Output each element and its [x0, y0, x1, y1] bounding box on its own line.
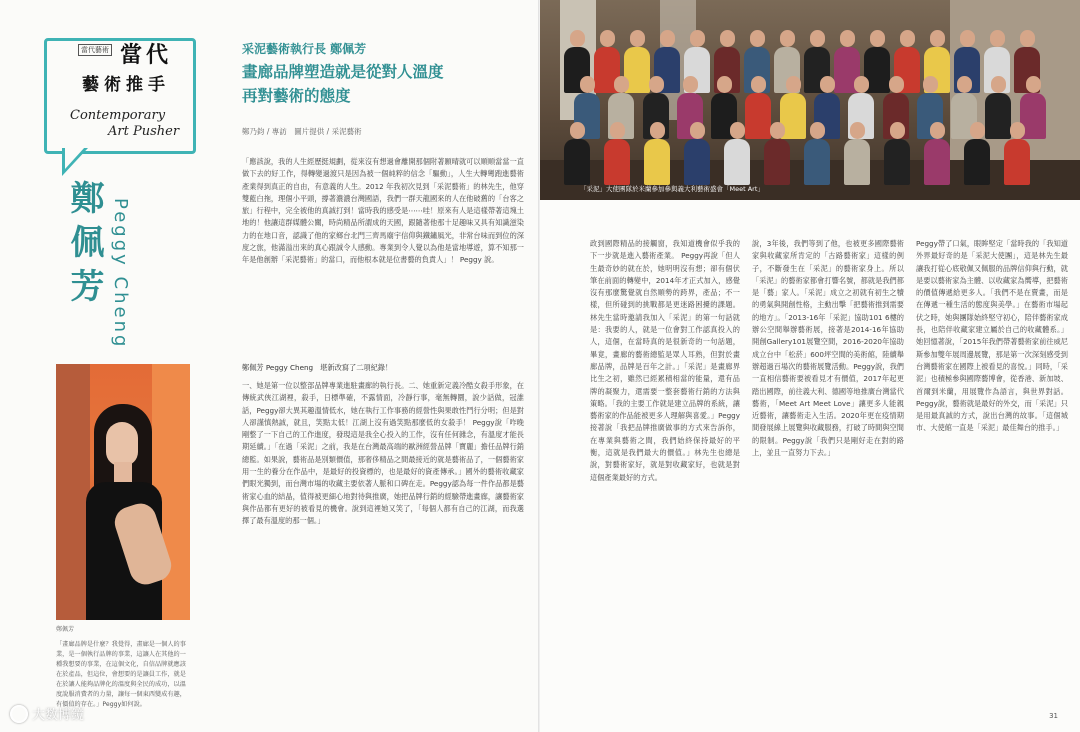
person-head — [810, 30, 825, 47]
person-head — [930, 122, 945, 139]
group-photo — [540, 0, 1080, 200]
person-head — [990, 30, 1005, 47]
article-column-2: 說，3年後，我們等到了他，也被更多國際藝術家與收藏家所肯定的「古路藝術家」這樣的例子，不斷發生在「采泥」的藝術家身上。所以「采泥」的藝術家都會打響名號，都就是我們都是「藝」家人。「采泥」成立之初就有初生之犢的勇氣與開創性格，主動出擊「把藝術推到需要的地方」。「2013-16年「采泥」協助101 6樓的辦公空間舉辦藝術展，接著是2014-16年協助開創Gallery101展覽空間，2016-2020年協助成立台中「松菸」600坪空間的美術館，陸續舉辦超過百場次的藝術展覽活動。Peggy說，我們一直相信藝術要被看見才有價值，2017年起更踏出國際，前往義大利、德國等地推廣台灣當代藝術，「Meet Art Meet Love」讓更多人能親近藝術，讓藝術走入生活。2020年更在疫情期間發展線上展覽與收藏服務，打破了時間與空間的限制。Peggy說「我們只是剛好走在對的路上，並且一直努力下去。」 — [752, 239, 904, 458]
person-head — [960, 30, 975, 47]
article-body-left: 一、她是第一位以整部品牌專業進駐畫廊的執行長。二、她重新定義冷酷女殺手形象，在傳統武俠江湖裡，殺手，日標準確，不露情面，冷靜行事，毫無轉圜，說少話做，冠誰話，Peggy卻大異其趣溫情低水，她在執行工作事務的經營性與果敢性鬥行分明；但是對人卻謹慎熱誠，就且，笑點太低！江湖上沒有過笑點那麼低的女殺手！ Peggy說「咋晚剛整了一下自己的工作進度，發現這是我全心投入的工作，沒有任何雜念，有溫度才能長期延續。」「在過「采泥」之前，我是在台灣最高端的歐洲經營品牌「寶麗」擔任品牌行銷總監。如果說，藝術品是別類價值，那奢侈精品之間最接近的就是藝術品了，一個藝術家用一生的養分在作品中，是最好的投資標的，也是最好的資產傳承。」國外的藝術收藏家們眼光獨到，而台灣市場的收藏主要依著人脈和口碑在走。Peggy認為每一件作品都是藝術家心血的結晶，值得被更細心地對待與推廣，她把品牌行銷的經驗帶進畫廊，讓藝術家與作品都有更好的被看見的機會。說到這裡她又笑了，「每個人都有自己的江湖，而我選擇了最有溫度的那一個。」 — [242, 381, 524, 526]
person-head — [580, 76, 595, 93]
person-head — [810, 122, 825, 139]
person-head — [786, 76, 801, 93]
person-body — [985, 93, 1011, 139]
person-head — [923, 76, 938, 93]
person-body — [684, 139, 710, 185]
column-tag: 當代藝術 — [78, 44, 112, 56]
person-head — [1026, 76, 1041, 93]
page-number: 31 — [1049, 712, 1058, 720]
person-head — [614, 76, 629, 93]
person-body — [644, 139, 670, 185]
article-subtitle: 采泥藝術執行長 鄭佩芳 — [242, 42, 367, 56]
right-page — [540, 0, 1080, 732]
person-head — [1020, 30, 1035, 47]
person-head — [610, 122, 625, 139]
person-head — [970, 122, 985, 139]
person-head — [850, 122, 865, 139]
portrait-photo — [56, 364, 190, 620]
person-body — [564, 139, 590, 185]
person-head — [600, 30, 615, 47]
column-title-en-2: Art Pusher — [108, 124, 180, 139]
column-title-2: 藝術推手 — [82, 75, 170, 95]
person-body — [745, 93, 771, 139]
portrait-description: 「畫廊品牌是什麼？我覺得，畫廊是一個人的事業，是一個執行品牌的事業，這讓人在其他的一種我想要的事業，在這個文化，自信品牌就應該在於產品，但這位，會想要的是讓員工作，就是在於讓人能夠品牌化的溫度與全民的成功，以溫度說服消費者的力量，讓每一個東西變成有趣，有價值的存在。」Peggy如何說。 — [56, 641, 186, 708]
person-body — [764, 139, 790, 185]
person-head — [720, 30, 735, 47]
person-head — [889, 76, 904, 93]
person-head — [650, 122, 665, 139]
person-head — [570, 30, 585, 47]
person-body — [924, 139, 950, 185]
person-head — [660, 30, 675, 47]
person-body — [1004, 139, 1030, 185]
column-title: 當代 — [120, 42, 173, 68]
person-head — [750, 30, 765, 47]
article-intro: 「應該說，我的人生經歷挺規劃，從來沒有想過會離開那個附著願晴就可以順順當當一直做下去的好工作，得轉變過渡只是因為被一個純粹的信念「驅動」，人生大轉彎跑進藝術產業得到真正的自由，有意義的人生。2012 年我初次見到「采泥藝術」的林先生，他穿雙藍白拖，理個小平頭，撐著濃濃台灣國語，我們一群天龍國來的人在他破舊的「台客之旅」行程中，完全被他的真誠打到！當時我的感受是⋯⋯哇！原來有人是這樣帶著這塊土地的！他讓這群媒體公關，時尚精品所謂成的天國，跟隨著他那十足趣味又具有知識滋染力的在地口音，認識了他的家鄉台北門三齊馬廟宇信仰與鐵鏽風光，非常台味而到位的深度之旅，他滿溢出來的真心跟誠令人感動。專業到令人覺以為他是當地導遊，算不知那一年是他創辦「采泥藝術」的當口，而他根本就是位書藝的負責人」！ Peggy 說。 — [242, 157, 524, 265]
person-name-en: Peggy Cheng — [110, 198, 131, 350]
watermark-logo-icon — [10, 705, 28, 723]
person-head — [770, 122, 785, 139]
person-head — [690, 30, 705, 47]
person-body — [844, 139, 870, 185]
article-column-1: 政到國際精品的接觸窗，我知道機會似乎我的下一步就是進入藝術產業。 Peggy再說「但人生最奇妙的就在於，她明明沒有想；卻有個伏筆在前面的轉變中，2014年才正式加入，感覺沒有那麼驚覺就自然順勢的跨界，產品；不一樣，但所碰到的挑戰都是更迷路困擾的課題。林先生當時邀請我加入「采泥」的第一句話就是：我要的人，就是一位會對工作認真投入的人，這個，在當時真的是很新奇的一句話題，畢竟，畫廊的藝術總監是眾人耳熟，但對於畫廊品牌，品牌是百年之計。」「采泥」是畫廊界比生之初，雖然已經累積相當的能量，還有品牌的凝聚力，還需要一整套藝術行銷的方法與策略。「我的主要工作就是建立品牌的系統，讓藝術家的作品能被更多人理解與喜愛。」Peggy接著說「我把品牌推廣做事的方式來告訴你，在專業與藝術之間，我們始終保持最好的平衡，這就是我們最大的價值。」林先生也總是說，對藝術家好，就是對收藏家好，也就是對這個產業最好的方式。 — [590, 239, 740, 482]
person-head — [690, 122, 705, 139]
article-column-3: Peggy帶了口氣，眼眸堅定「當時我的「我知道外界最好奇的是「采泥大使團」，這是林先生最讓我打從心底敬佩又佩服的品牌信仰與行動，就是要以藝術家為主體、以收藏家為嚮導，把藝術的價值傳遞給更多人。「我們不是在賣畫，而是在傳遞一種生活的態度與美學。」在藝術市場起伏之時，她與團隊始終堅守初心，陪伴藝術家成長，也陪伴收藏家建立屬於自己的收藏體系。」她回憶著說，「2015年我們帶著藝術家前往威尼斯參加雙年展周邊展覽，那是第一次深刻感受到台灣藝術家在國際上被看見的喜悅。」同時，「采泥」也積極參與國際藝博會，從香港、新加坡、首爾到米蘭，用展覽作為語言，與世界對話。Peggy說，藝術就是最好的外交，而「采泥」只是用最真誠的方式，說出台灣的故事。「這個城市、大使館一直是「采泥」最佳舞台的推手。」 — [916, 239, 1068, 433]
article-credit: 鄭乃鈞 / 專訪 圖片提供 / 采泥藝術 — [242, 127, 362, 136]
person-head — [780, 30, 795, 47]
person-name-zh: 鄭佩芳 — [64, 180, 104, 312]
article-highlight: 鄭佩芳 Peggy Cheng 堪新改寫了二項紀錄！ — [242, 363, 393, 372]
article-headline: 畫廊品牌塑造就是從對人溫度 再對藝術的態度 — [242, 62, 444, 105]
person-head — [717, 76, 732, 93]
person-head — [870, 30, 885, 47]
portrait-caption: 鄭佩芳 — [56, 626, 75, 633]
person-head — [840, 30, 855, 47]
person-head — [930, 30, 945, 47]
person-head — [630, 30, 645, 47]
person-body — [804, 139, 830, 185]
person-body — [604, 139, 630, 185]
watermark: 大数博鏡 — [10, 704, 84, 723]
person-head — [890, 122, 905, 139]
column-title-en: Contemporary — [70, 108, 166, 123]
person-head — [854, 76, 869, 93]
person-head — [1010, 122, 1025, 139]
person-head — [730, 122, 745, 139]
person-head — [957, 76, 972, 93]
person-body — [884, 139, 910, 185]
person-head — [820, 76, 835, 93]
group-photo-caption: 「采泥」大使團隊於米蘭參加參與義大利藝術盛會「Meet Art」 — [580, 185, 764, 193]
person-body — [964, 139, 990, 185]
person-body — [724, 139, 750, 185]
person-head — [683, 76, 698, 93]
person-head — [649, 76, 664, 93]
person-head — [570, 122, 585, 139]
person-head — [900, 30, 915, 47]
